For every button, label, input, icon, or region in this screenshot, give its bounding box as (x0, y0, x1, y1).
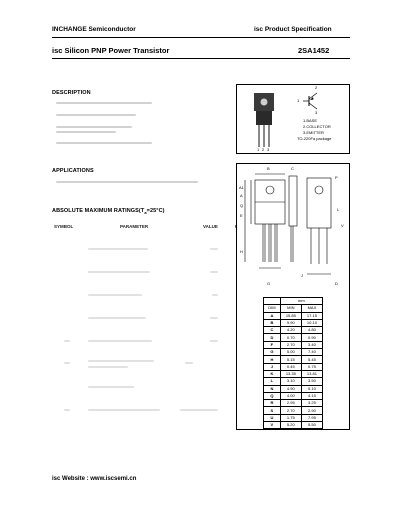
dim-min: 5.00 (280, 349, 301, 356)
dim-symbol: Q (264, 392, 281, 399)
description-line (56, 131, 116, 133)
ratings-heading (52, 208, 165, 215)
ratings-heading-sub: a (144, 210, 147, 216)
dim-symbol: B (264, 319, 281, 326)
dim-max: 13.81 (301, 370, 322, 377)
description-line (56, 114, 136, 116)
pnp-symbol-icon (237, 85, 349, 153)
pin-number-1: 1 (257, 147, 260, 152)
dim-col-max: MAX (301, 305, 322, 312)
description-line (56, 142, 152, 144)
dim-min: 5.20 (280, 422, 301, 429)
dim-label-v: V (341, 223, 344, 228)
dim-max: 0.75 (301, 363, 322, 370)
dim-min: 4.20 (280, 327, 301, 334)
applications-heading: APPLICATIONS (52, 168, 94, 174)
table-row (210, 271, 218, 273)
dim-min: 4.90 (280, 385, 301, 392)
dim-label-j: J (301, 273, 303, 278)
doc-type: isc Product Specification (254, 26, 332, 33)
table-row (88, 294, 142, 296)
dim-symbol: N (264, 385, 281, 392)
table-row (210, 248, 218, 250)
table-row (264, 400, 323, 407)
dim-min: 2.70 (280, 407, 301, 414)
dim-max: 7.40 (301, 349, 322, 356)
dim-max: 0.90 (301, 334, 322, 341)
col-parameter: PARAMETER (120, 224, 149, 229)
table-row (264, 407, 323, 414)
pinout-panel (236, 84, 350, 154)
pin-name-collector: 2.COLLECTOR (303, 124, 331, 129)
dim-symbol: F (264, 341, 281, 348)
table-row (88, 340, 152, 342)
dim-max: 2.90 (301, 407, 322, 414)
table-row (88, 271, 150, 273)
table-row (264, 378, 323, 385)
table-row (264, 414, 323, 421)
dim-label-h: H (240, 249, 243, 254)
pin-name-emitter: 3.EMITTER (303, 130, 324, 135)
dim-symbol: L (264, 378, 281, 385)
pin-label-3: 3 (315, 110, 318, 115)
table-row (64, 362, 70, 364)
pin-number-2: 2 (262, 147, 265, 152)
table-row (88, 360, 154, 362)
table-row (264, 349, 323, 356)
dim-symbol: G (264, 349, 281, 356)
table-row (180, 409, 218, 411)
package-outline-drawing (237, 164, 349, 294)
table-row (212, 294, 218, 296)
part-number: 2SA1452 (298, 46, 330, 55)
dim-max: 10.10 (301, 319, 322, 326)
table-row (264, 422, 323, 429)
table-row (264, 385, 323, 392)
dim-symbol: R (264, 400, 281, 407)
table-row (264, 312, 323, 319)
dim-max: 17.15 (301, 312, 322, 319)
dim-min: 5.15 (280, 356, 301, 363)
product-name: isc Silicon PNP Power Transistor (52, 46, 170, 55)
dim-min: 3.10 (280, 378, 301, 385)
pin-label-2: 2 (315, 85, 318, 90)
title-rule (52, 58, 350, 59)
description-line (56, 102, 152, 104)
col-value: VALUE (203, 224, 218, 229)
dim-col-dim: DIM (264, 305, 281, 312)
table-row (210, 317, 218, 319)
dim-max: 4.15 (301, 392, 322, 399)
dim-max: 4.80 (301, 327, 322, 334)
dim-label-p: P (335, 175, 338, 180)
dim-col-mm: mm (280, 298, 322, 305)
col-symbol: SYMBOL (54, 224, 74, 229)
dim-max: 5.10 (301, 385, 322, 392)
dim-max: 5.50 (301, 422, 322, 429)
table-row (264, 370, 323, 377)
dimensions-table (263, 297, 323, 429)
footer-website: isc Website : www.iscsemi.cn (52, 476, 137, 482)
dim-symbol: S (264, 407, 281, 414)
table-row (210, 340, 218, 342)
dim-label-c: C (291, 166, 294, 171)
pin-name-base: 1.BASE (303, 118, 318, 123)
table-row (264, 392, 323, 399)
dim-symbol: J (264, 363, 281, 370)
dim-label-q: Q (240, 203, 244, 208)
table-row (88, 366, 128, 368)
table-row (88, 248, 148, 250)
pin-label-1: 1 (297, 98, 300, 103)
dim-label-e: E (240, 213, 243, 218)
ratings-heading-tail: =25°C) (146, 208, 165, 214)
dim-col-empty (264, 298, 281, 305)
applications-line (56, 181, 198, 183)
dimensions-body (264, 312, 323, 429)
dim-symbol: H (264, 356, 281, 363)
dim-symbol: A (264, 312, 281, 319)
table-row (264, 356, 323, 363)
table-row (264, 319, 323, 326)
dim-min: 4.00 (280, 392, 301, 399)
table-row (64, 409, 70, 411)
package-outline-panel (236, 163, 350, 430)
table-row (264, 327, 323, 334)
dim-label-b: B (267, 166, 270, 171)
table-row (88, 386, 134, 388)
table-row (264, 334, 323, 341)
dim-max: 7.95 (301, 414, 322, 421)
header-rule (52, 37, 350, 38)
dim-min: 13.35 (280, 370, 301, 377)
dim-max: 3.40 (301, 341, 322, 348)
dim-min: 1.75 (280, 414, 301, 421)
dim-min: 2.70 (280, 341, 301, 348)
dim-symbol: K (264, 370, 281, 377)
dim-col-min: MIN (280, 305, 301, 312)
dim-label-d: D (335, 281, 338, 286)
table-row (185, 362, 193, 364)
dim-min: 2.95 (280, 400, 301, 407)
dim-symbol: C (264, 327, 281, 334)
pin-number-3: 3 (267, 147, 270, 152)
dim-max: 5.45 (301, 356, 322, 363)
table-row (264, 363, 323, 370)
dim-min: 15.85 (280, 312, 301, 319)
description-heading: DESCRIPTION (52, 90, 91, 96)
table-row (264, 341, 323, 348)
table-row (88, 409, 160, 411)
dim-label-a: A (240, 193, 243, 198)
table-row (64, 340, 70, 342)
dim-label-l: L (337, 207, 340, 212)
dim-min: 0.45 (280, 363, 301, 370)
package-name: TO-220Fa package (297, 136, 332, 141)
table-row (88, 317, 146, 319)
dim-label-a1: A1 (239, 185, 244, 190)
ratings-heading-main: ABSOLUTE MAXIMUM RATINGS(T (52, 208, 145, 214)
dim-label-g: G (267, 281, 271, 286)
dim-symbol: U (264, 414, 281, 421)
dim-min: 0.70 (280, 334, 301, 341)
company-name: INCHANGE Semiconductor (52, 26, 136, 33)
dim-max: 3.50 (301, 378, 322, 385)
dim-symbol: V (264, 422, 281, 429)
description-line (56, 126, 132, 128)
dim-min: 9.90 (280, 319, 301, 326)
dim-symbol: D (264, 334, 281, 341)
dim-max: 3.25 (301, 400, 322, 407)
